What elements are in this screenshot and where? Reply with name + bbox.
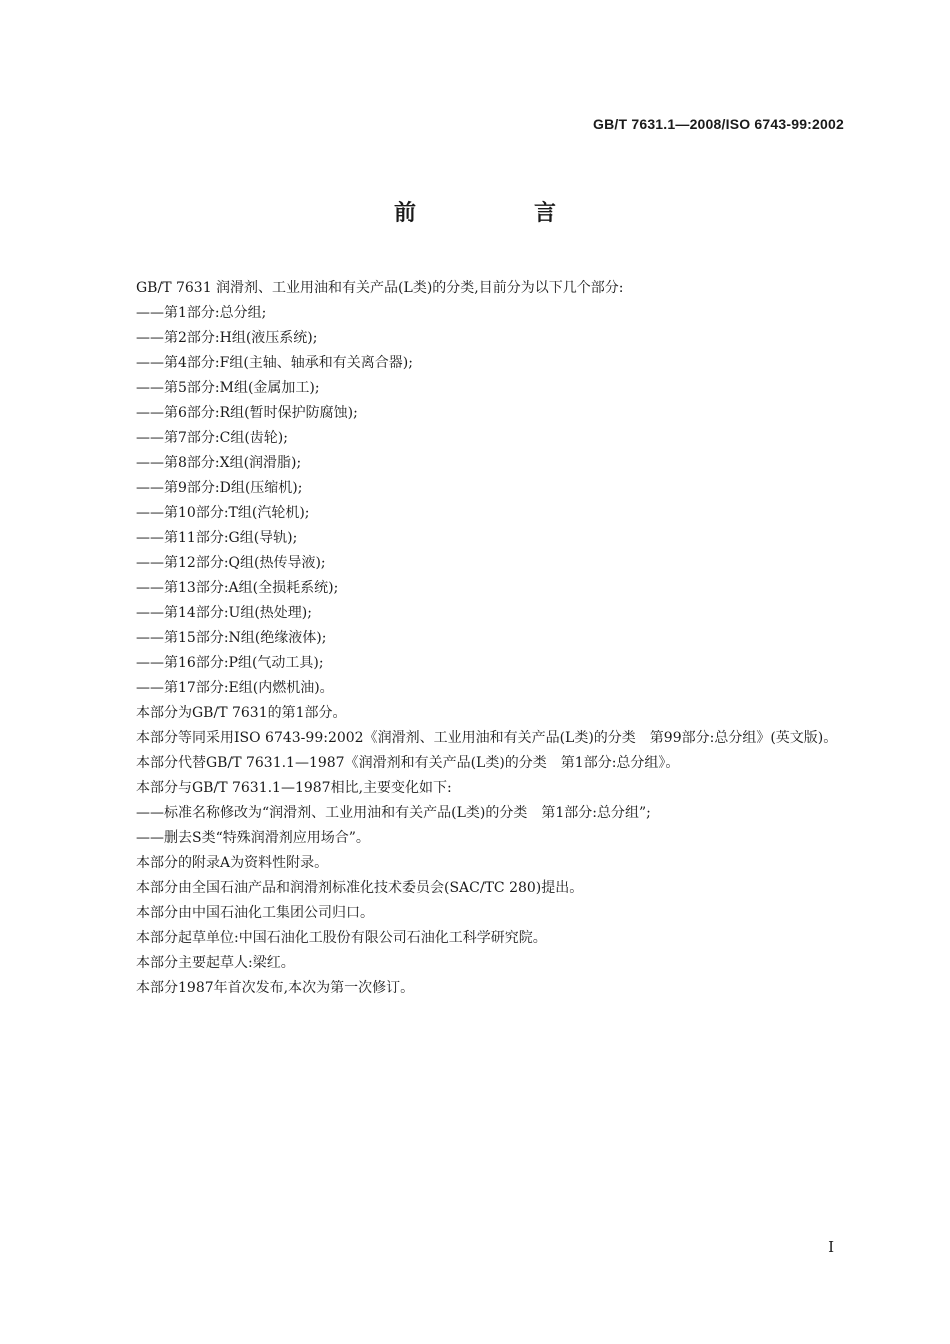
standard-code-header: GB/T 7631.1—2008/ISO 6743-99:2002 (593, 116, 844, 132)
list-item: ——第11部分:G组(导轨); (136, 530, 298, 546)
history-paragraph: 本部分1987年首次发布,本次为第一次修订。 (136, 980, 415, 996)
list-item: ——第4部分:F组(主轴、轴承和有关离合器); (136, 355, 413, 371)
page-number: I (828, 1238, 834, 1256)
list-item: ——删去S类“特殊润滑剂应用场合”。 (136, 830, 370, 846)
list-item: ——第2部分:H组(液压系统); (136, 330, 318, 346)
list-item: ——第16部分:P组(气动工具); (136, 655, 324, 671)
replacement-paragraph: 本部分代替GB/T 7631.1—1987《润滑剂和有关产品(L类)的分类 第1部分:总分组》。 (136, 755, 680, 771)
list-item: ——第12部分:Q组(热传导液); (136, 555, 326, 571)
foreword-body (108, 276, 844, 1001)
list-item: ——第10部分:T组(汽轮机); (136, 505, 310, 521)
part1-paragraph: 本部分为GB/T 7631的第1部分。 (136, 705, 347, 721)
intro-paragraph: GB/T 7631 润滑剂、工业用油和有关产品(L类)的分类,目前分为以下几个部分: (136, 280, 624, 296)
list-item: ——第8部分:X组(润滑脂); (136, 455, 302, 471)
list-item: ——第14部分:U组(热处理); (136, 605, 312, 621)
changes-intro-paragraph: 本部分与GB/T 7631.1—1987相比,主要变化如下: (136, 780, 452, 796)
page-title: 前 言 (393, 201, 604, 226)
list-item: ——第15部分:N组(绝缘液体); (136, 630, 327, 646)
iso-adoption-paragraph: 本部分等同采用ISO 6743-99:2002《润滑剂、工业用油和有关产品(L类)的分类 第99部分:总分组》(英文版)。 (136, 730, 838, 746)
changes-list (108, 801, 844, 851)
list-item: ——第13部分:A组(全损耗系统); (136, 580, 339, 596)
annex-paragraph: 本部分的附录A为资料性附录。 (136, 855, 329, 871)
drafter-paragraph: 本部分主要起草人:梁红。 (136, 955, 295, 971)
list-item: ——第1部分:总分组; (136, 305, 267, 321)
list-item: ——标准名称修改为“润滑剂、工业用油和有关产品(L类)的分类 第1部分:总分组”; (136, 805, 651, 821)
centralized-paragraph: 本部分由中国石油化工集团公司归口。 (136, 905, 374, 921)
list-item: ——第17部分:E组(内燃机油)。 (136, 680, 334, 696)
parts-list (108, 301, 844, 701)
proposed-by-paragraph: 本部分由全国石油产品和润滑剂标准化技术委员会(SAC/TC 280)提出。 (136, 880, 584, 896)
list-item: ——第6部分:R组(暂时保护防腐蚀); (136, 405, 358, 421)
list-item: ——第7部分:C组(齿轮); (136, 430, 288, 446)
list-item: ——第5部分:M组(金属加工); (136, 380, 320, 396)
list-item: ——第9部分:D组(压缩机); (136, 480, 303, 496)
drafting-unit-paragraph: 本部分起草单位:中国石油化工股份有限公司石油化工科学研究院。 (136, 930, 547, 946)
